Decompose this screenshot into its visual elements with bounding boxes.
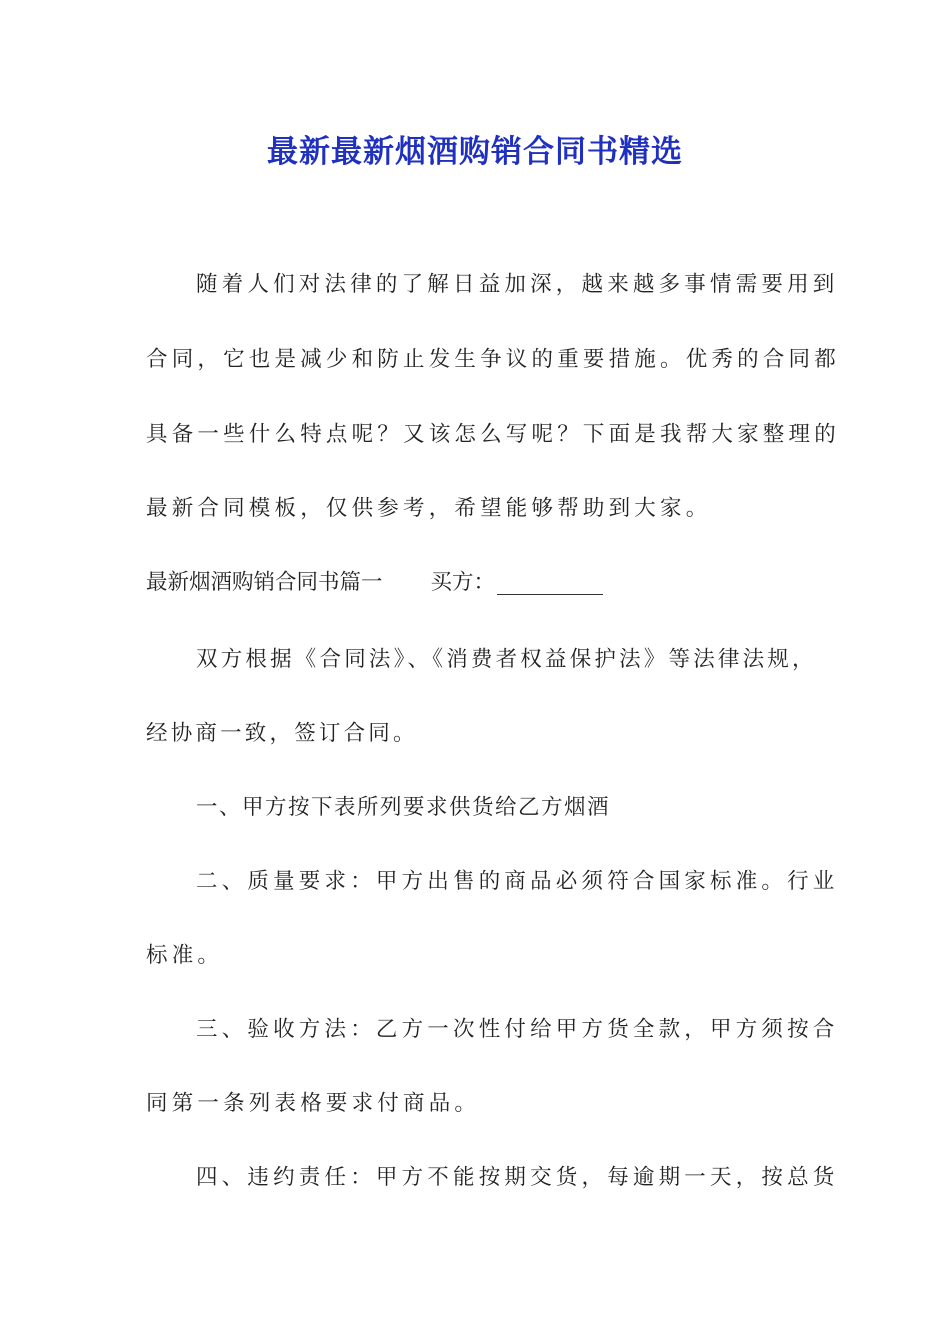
clause-3-line-2: 同第一条列表格要求付商品。: [146, 1091, 481, 1116]
intro-line-1: 随着人们对法律的了解日益加深，越来越多事情需要用到: [196, 272, 839, 297]
section-heading: 最新烟酒购销合同书篇一: [146, 570, 383, 595]
intro-line-4: 最新合同模板，仅供参考，希望能够帮助到大家。: [146, 496, 712, 521]
buyer-label: 买方：: [430, 570, 496, 595]
basis-line-1: 双方根据《合同法》、《消费者权益保护法》等法律法规，: [196, 647, 817, 672]
intro-line-3: 具备一些什么特点呢？又该怎么写呢？下面是我帮大家整理的: [146, 422, 840, 447]
clause-3-line-1: 三、验收方法：乙方一次性付给甲方货全款，甲方须按合: [196, 1017, 839, 1042]
clause-2-line-2: 标准。: [146, 943, 224, 968]
intro-line-2: 合同，它也是减少和防止发生争议的重要措施。优秀的合同都: [146, 347, 840, 372]
section-heading-row: [146, 568, 826, 598]
buyer-blank-line: [497, 570, 603, 595]
clause-4-line-1: 四、违约责任：甲方不能按期交货，每逾期一天，按总货: [196, 1165, 839, 1190]
clause-2-line-1: 二、质量要求：甲方出售的商品必须符合国家标准。行业: [196, 869, 839, 894]
clause-1: 一、甲方按下表所列要求供货给乙方烟酒: [196, 795, 611, 820]
basis-line-2: 经协商一致，签订合同。: [146, 721, 418, 746]
document-title: 最新最新烟酒购销合同书精选: [267, 134, 683, 170]
